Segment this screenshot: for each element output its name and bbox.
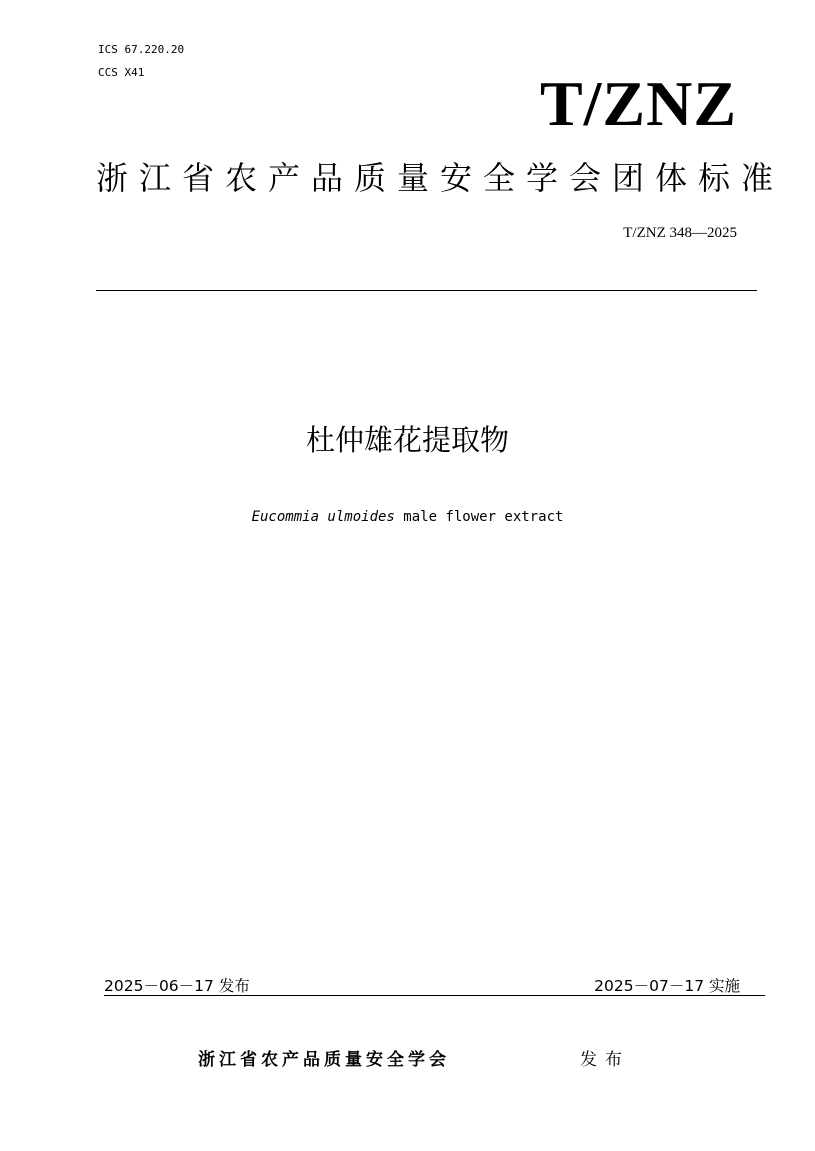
document-title-en bbox=[0, 508, 815, 526]
header-divider bbox=[96, 290, 757, 291]
implementation-date: 2025－07－17 实施 bbox=[594, 977, 740, 995]
standard-number: T/ZNZ 348—2025 bbox=[623, 225, 737, 241]
publisher-name: 浙江省农产品质量安全学会 bbox=[198, 1050, 450, 1070]
standard-logo: T/ZNZ bbox=[539, 68, 737, 139]
title-en-rest: male flower extract bbox=[394, 509, 564, 525]
title-en-latin-name: Eucommia ulmoides bbox=[251, 509, 395, 525]
document-title-zh: 杜仲雄花提取物 bbox=[305, 423, 509, 457]
organization-standard-title: 浙江省农产品质量安全学会团体标准 bbox=[96, 159, 785, 197]
publish-label: 发布 bbox=[580, 1050, 630, 1070]
footer-divider bbox=[104, 995, 765, 996]
issue-date: 2025－06－17 发布 bbox=[104, 977, 250, 995]
ics-code: ICS 67.220.20 bbox=[98, 43, 185, 56]
ccs-code: CCS X41 bbox=[98, 66, 145, 79]
